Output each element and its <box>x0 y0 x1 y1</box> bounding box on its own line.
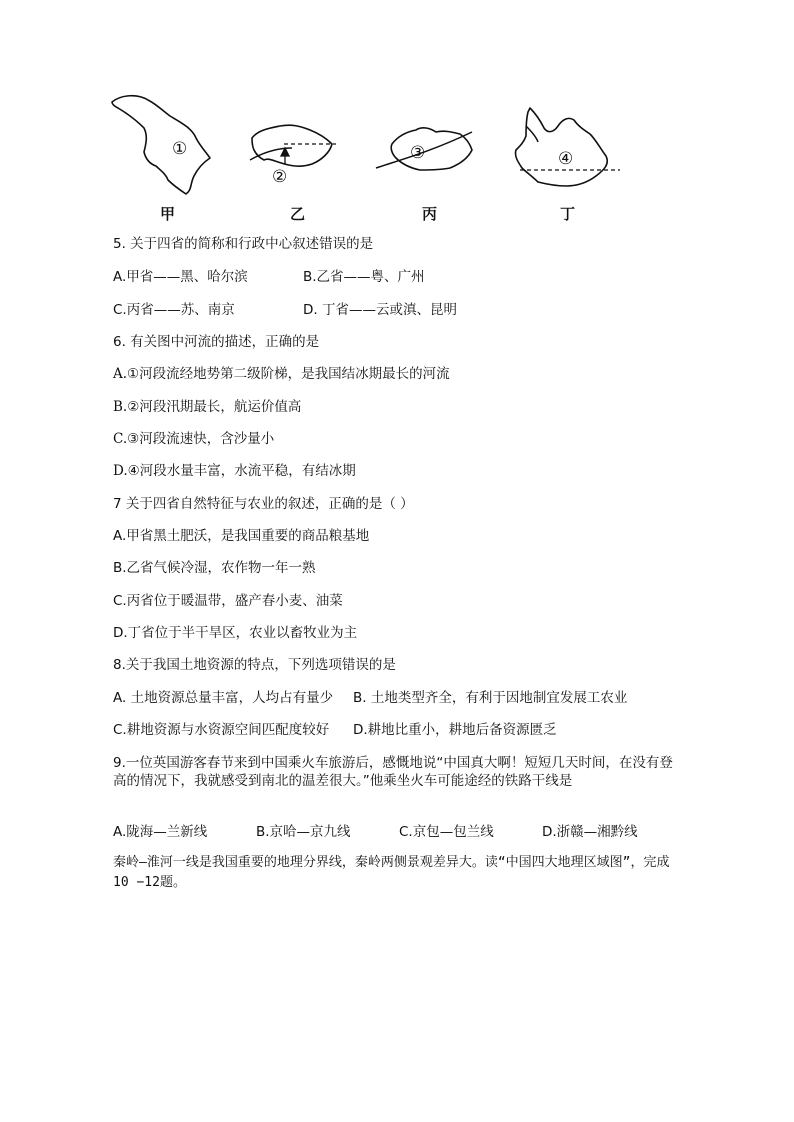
figure-label-ding: 丁 <box>560 205 576 223</box>
figure-label-jia: 甲 <box>160 205 176 223</box>
q5-option-b: B.乙省——粤、广州 <box>303 269 425 285</box>
q9-options-row <box>113 823 638 841</box>
q8-option-b: B. 土地类型齐全，有利于因地制宜发展工农业 <box>353 690 628 706</box>
q9-option-c: C.京包—包兰线 <box>399 824 494 840</box>
province-yi-outline <box>252 125 332 166</box>
circled-label-2: ② <box>272 167 288 187</box>
q8-stem: 8.关于我国土地资源的特点，下列选项错误的是 <box>113 657 396 673</box>
figure-label-yi: 乙 <box>290 205 306 223</box>
q9-option-b: B.京哈—京九线 <box>256 824 351 840</box>
section-intro-10-12: 秦岭—淮河一线是我国重要的地理分界线，秦岭两侧景观差异大。读“中国四大地理区域图”，完成10 −12题。 <box>113 855 670 890</box>
province-outlines-svg <box>100 90 620 225</box>
circled-label-4: ④ <box>558 149 574 169</box>
q5-options-row1 <box>113 268 425 286</box>
q8-option-d: D.耕地比重小，耕地后备资源匮乏 <box>353 722 557 738</box>
q5-stem: 5. 关于四省的简称和行政中心叙述错误的是 <box>113 236 374 252</box>
q8-options-row1 <box>113 689 628 707</box>
province-outline-figure <box>100 90 620 225</box>
figure-label-bing: 丙 <box>422 205 438 223</box>
q7-option-c: C.丙省位于暖温带，盛产春小麦、油菜 <box>113 593 343 609</box>
q8-option-a: A. 土地资源总量丰富，人均占有量少 <box>113 690 334 706</box>
q5-option-d: D. 丁省——云或滇、昆明 <box>303 302 457 318</box>
q5-option-c: C.丙省——苏、南京 <box>113 302 235 318</box>
q9-option-d: D.浙赣—湘黔线 <box>542 824 638 840</box>
q9-stem: 9.一位英国游客春节来到中国乘火车旅游后，感慨地说“中国真大啊！短短几天时间，在没有登高的情况下，我就感受到南北的温差很大。”他乘坐火车可能途经的铁路干线是 <box>113 755 673 789</box>
river-ding <box>526 126 538 142</box>
q6-stem: 6. 有关图中河流的描述，正确的是 <box>113 334 320 350</box>
q6-option-a: A.①河段流经地势第二级阶梯，是我国结冰期最长的河流 <box>113 366 450 382</box>
q6-option-d: D.④河段水量丰富，水流平稳，有结冰期 <box>113 463 356 479</box>
q5-options-row2 <box>113 301 457 319</box>
q5-option-a: A.甲省——黑、哈尔滨 <box>113 269 248 285</box>
q7-option-a: A.甲省黑土肥沃，是我国重要的商品粮基地 <box>113 528 370 544</box>
q7-stem: 7 关于四省自然特征与农业的叙述，正确的是（ ） <box>113 496 414 512</box>
q7-option-b: B.乙省气候冷湿，农作物一年一熟 <box>113 560 316 576</box>
q8-option-c: C.耕地资源与水资源空间匹配度较好 <box>113 722 330 738</box>
q6-option-b: B.②河段汛期最长，航运价值高 <box>113 399 302 415</box>
circled-label-3: ③ <box>410 143 426 163</box>
q9-option-a: A.陇海—兰新线 <box>113 824 208 840</box>
province-ding-outline <box>515 108 607 186</box>
q6-option-c: C.③河段流速快，含沙量小 <box>113 431 275 447</box>
q8-options-row2 <box>113 721 557 739</box>
circled-label-1: ① <box>172 139 188 159</box>
province-jia-outline <box>112 96 210 194</box>
q7-option-d: D.丁省位于半干旱区，农业以畜牧业为主 <box>113 625 358 641</box>
